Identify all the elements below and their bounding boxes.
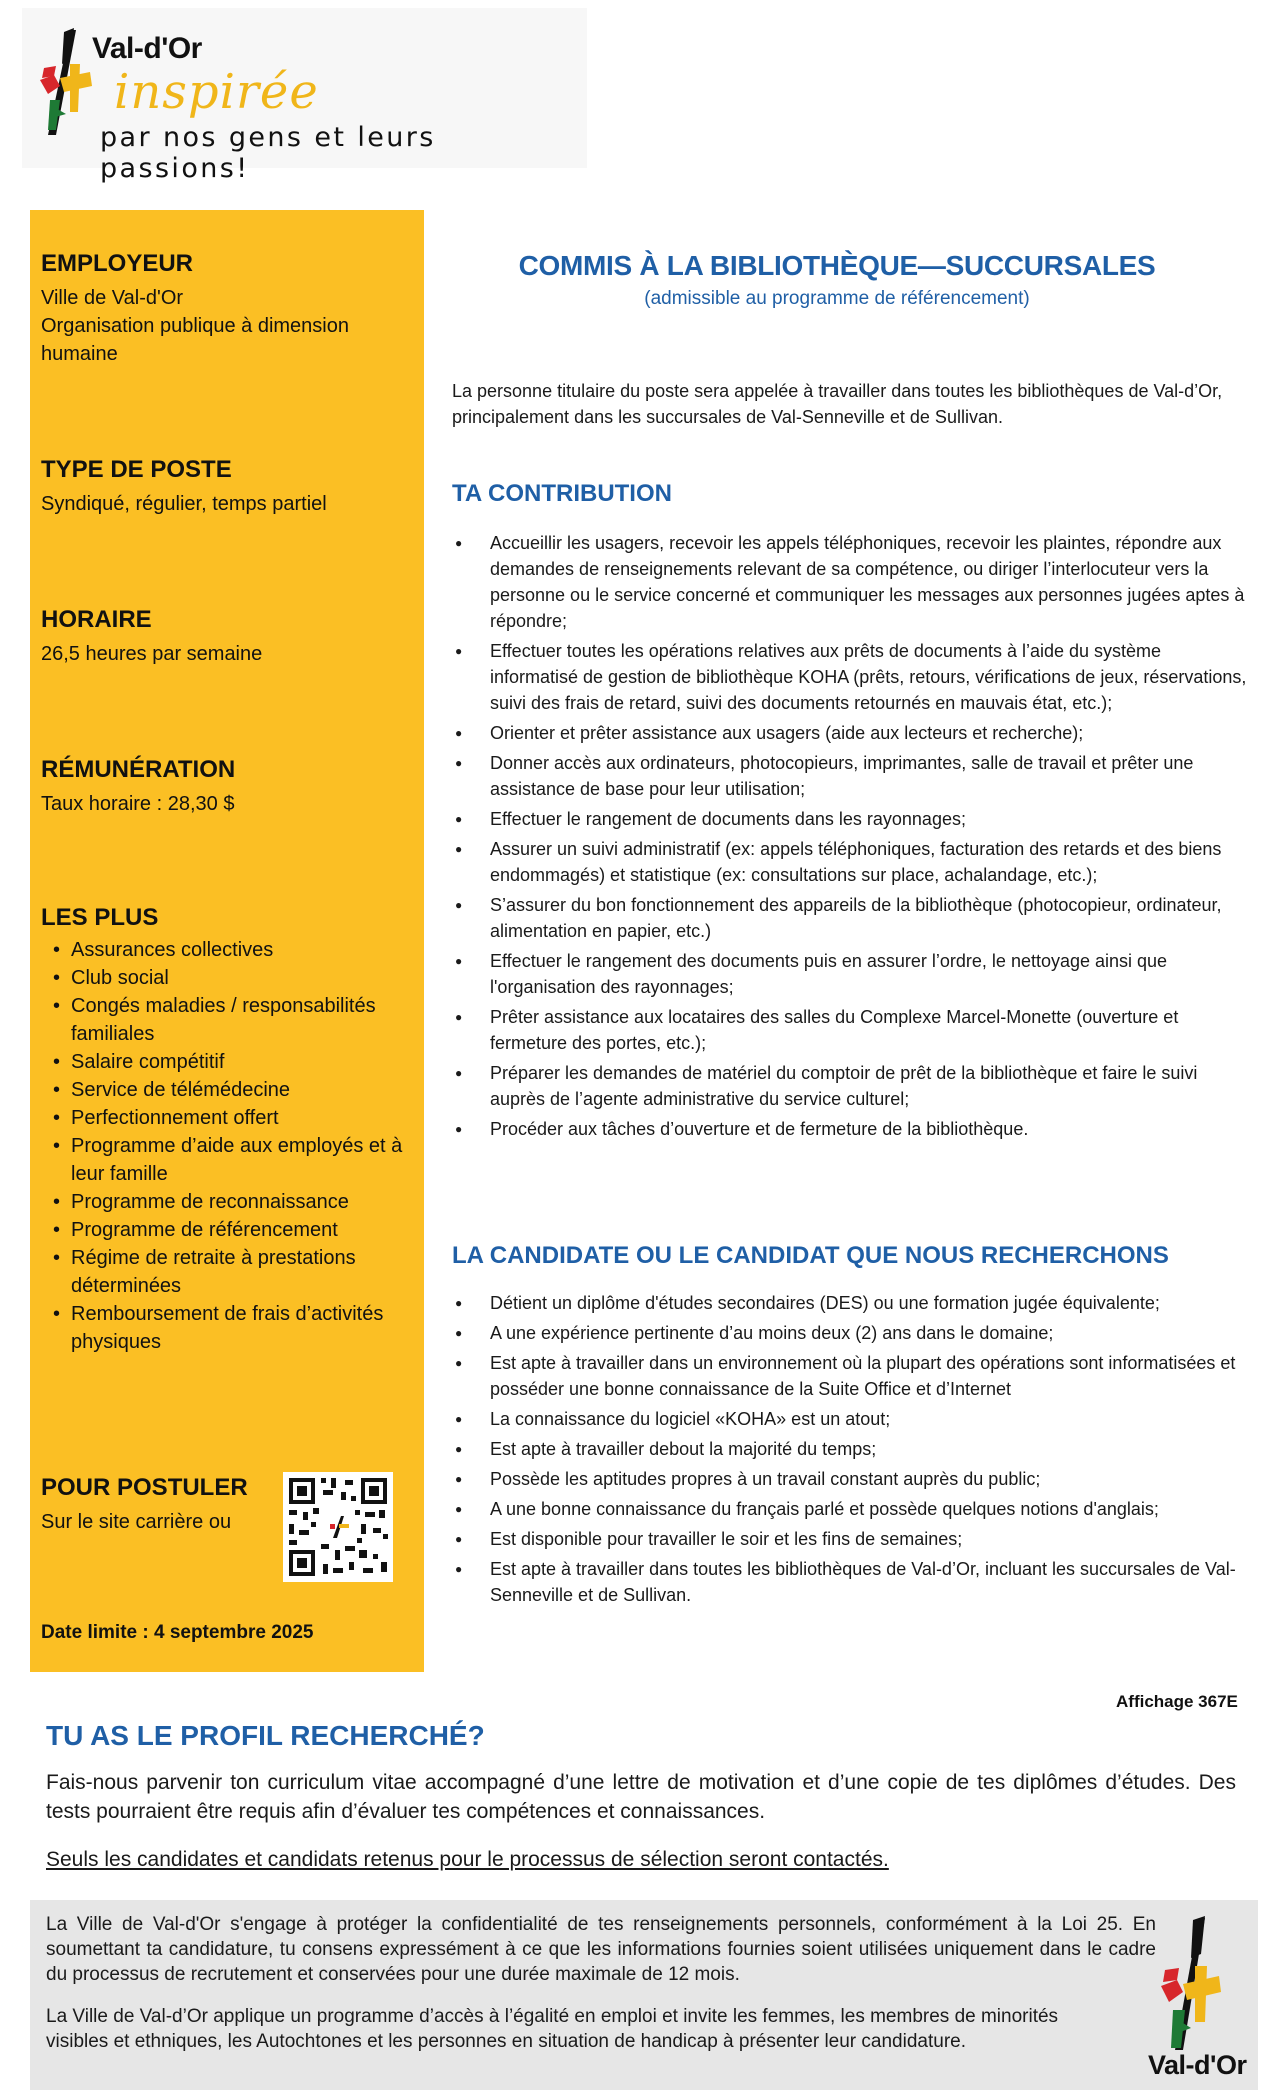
schedule-value: 26,5 heures par semaine bbox=[41, 643, 263, 665]
list-item: • Programme d’aide aux employés et à leur famille bbox=[41, 1132, 416, 1188]
qr-code-icon[interactable] bbox=[283, 1472, 393, 1582]
job-title: COMMIS À LA BIBLIOTHÈQUE—SUCCURSALES bbox=[518, 250, 1156, 281]
salary-value: Taux horaire : 28,30 $ bbox=[41, 793, 235, 815]
schedule-heading: HORAIRE bbox=[41, 606, 152, 633]
perks-heading: LES PLUS bbox=[41, 904, 159, 931]
legal-footer bbox=[30, 1900, 1258, 2090]
list-item: ● Détient un diplôme d'études secondaires (DES) ou une formation jugée équivalente; bbox=[452, 1290, 1247, 1316]
list-item: ● Prêter assistance aux locataires des salles du Complexe Marcel-Monette (ouverture et fermeture des portes, etc.); bbox=[452, 1004, 1247, 1056]
list-item: ● Donner accès aux ordinateurs, photocopieurs, imprimantes, salle de travail et prêter une assistance de base pour leur utilisation; bbox=[452, 750, 1247, 802]
apply-text: Sur le site carrière ou bbox=[41, 1511, 232, 1533]
list-item: • Congés maladies / responsabilités familiales bbox=[41, 992, 416, 1048]
profile-heading: TU AS LE PROFIL RECHERCHÉ? bbox=[46, 1720, 485, 1751]
list-item: • Assurances collectives bbox=[41, 936, 416, 964]
list-item: ● Possède les aptitudes propres à un travail constant auprès du public; bbox=[452, 1466, 1247, 1492]
list-item: ● Effectuer le rangement de documents dans les rayonnages; bbox=[452, 806, 1247, 832]
salary-heading: RÉMUNÉRATION bbox=[41, 756, 236, 783]
list-item: ● Orienter et prêter assistance aux usagers (aide aux lecteurs et recherche); bbox=[452, 720, 1247, 746]
list-item: • Perfectionnement offert bbox=[41, 1104, 416, 1132]
header-logo-banner bbox=[22, 8, 587, 184]
list-item: ● Est apte à travailler dans un environnement où la plupart des opérations sont informatisées et posséder une bonne connaissance de la Suite Office et d’Internet bbox=[452, 1350, 1247, 1402]
contribution-list bbox=[452, 530, 1247, 1146]
list-item: ● Procéder aux tâches d’ouverture et de fermeture de la bibliothèque. bbox=[452, 1116, 1247, 1142]
footer-logo-name: Val-d'Or bbox=[1148, 2050, 1247, 2080]
selection-notice: Seuls les candidates et candidats retenus pour le processus de sélection seront contactés. bbox=[46, 1848, 889, 1871]
job-intro: La personne titulaire du poste sera appelée à travailler dans toutes les bibliothèques de Val-d’Or, principalement dans les succursales de Val-Senneville et de Sullivan. bbox=[452, 381, 1223, 427]
candidate-list bbox=[452, 1290, 1247, 1612]
list-item: ● A une bonne connaissance du français parlé et possède quelques notions d'anglais; bbox=[452, 1496, 1247, 1522]
contribution-heading: TA CONTRIBUTION bbox=[452, 480, 672, 507]
apply-heading: POUR POSTULER bbox=[41, 1474, 248, 1501]
employer-heading: EMPLOYEUR bbox=[41, 250, 194, 277]
list-item: • Remboursement de frais d’activités physiques bbox=[41, 1300, 416, 1356]
job-summary-sidebar bbox=[30, 210, 424, 1672]
list-item: • Programme de reconnaissance bbox=[41, 1188, 416, 1216]
candidate-heading: LA CANDIDATE OU LE CANDIDAT QUE NOUS RECHERCHONS bbox=[452, 1242, 1169, 1269]
equity-statement: La Ville de Val-d’Or applique un programme d’accès à l’égalité en emploi et invite les femmes, les membres de minorités visibles et ethniques, les Autochtones et les personnes en situation de handicap à présenter leur candidature. bbox=[46, 2006, 1059, 2052]
perks-list bbox=[41, 936, 416, 1356]
employer-name: Ville de Val-d'Or bbox=[41, 287, 184, 309]
list-item: ● Effectuer toutes les opérations relatives aux prêts de documents à l’aide du système informatisé de gestion de bibliothèque KOHA (prêts, retours, vérifications de jeux, réservations, suivi des frais de retard, suivi des documents retournés en mauvais état, etc.); bbox=[452, 638, 1247, 716]
logo-tagline: par nos gens et leurs passions! bbox=[100, 122, 436, 184]
list-item: ● Assurer un suivi administratif (ex: appels téléphoniques, facturation des retards et des biens endommagés) et statistique (ex: consultations sur place, achalandage, etc.); bbox=[452, 836, 1247, 888]
logo-name: Val-d'Or bbox=[92, 32, 202, 65]
list-item: ● Accueillir les usagers, recevoir les appels téléphoniques, recevoir les plaintes, répondre aux demandes de renseignements relevant de sa compétence, ou diriger l’interlocuteur vers la personne ou le service concerné et communiquer les messages aux personnes jugées aptes à répondre; bbox=[452, 530, 1247, 634]
posting-number: Affichage 367E bbox=[1116, 1692, 1238, 1711]
position-type-heading: TYPE DE POSTE bbox=[41, 456, 232, 483]
list-item: ● Préparer les demandes de matériel du comptoir de prêt de la bibliothèque et faire le suivi auprès de l’agente administrative du service culturel; bbox=[452, 1060, 1247, 1112]
list-item: ● La connaissance du logiciel «KOHA» est un atout; bbox=[452, 1406, 1247, 1432]
list-item: • Programme de référencement bbox=[41, 1216, 416, 1244]
list-item: ● Est apte à travailler dans toutes les bibliothèques de Val-d’Or, incluant les succursales de Val-Senneville et de Sullivan. bbox=[452, 1556, 1247, 1608]
logo-slogan-word: inspirée bbox=[114, 64, 319, 120]
list-item: • Service de télémédecine bbox=[41, 1076, 416, 1104]
privacy-statement: La Ville de Val-d'Or s'engage à protéger la confidentialité de tes renseignements personnels, conformément à la Loi 25. En soumettant ta candidature, tu consens expressément à ce que les informations fournies soient utilisées uniquement dans le cadre du processus de recrutement et conservées pour une durée maximale de 12 mois. bbox=[46, 1914, 1156, 1985]
list-item: • Club social bbox=[41, 964, 416, 992]
profile-instructions: Fais-nous parvenir ton curriculum vitae accompagné d’une lettre de motivation et d’une copie de tes diplômes d’études. Des tests pourraient être requis afin d’évaluer tes compétences et connaissances. bbox=[46, 1771, 1236, 1823]
list-item: ● Effectuer le rangement des documents puis en assurer l’ordre, le nettoyage ainsi que l'organisation des rayonnages; bbox=[452, 948, 1247, 1000]
list-item: ● Est disponible pour travailler le soir et les fins de semaines; bbox=[452, 1526, 1247, 1552]
position-type-value: Syndiqué, régulier, temps partiel bbox=[41, 493, 327, 515]
list-item: ● S’assurer du bon fonctionnement des appareils de la bibliothèque (photocopieur, ordinateur, alimentation en papier, etc.) bbox=[452, 892, 1247, 944]
list-item: ● A une expérience pertinente d’au moins deux (2) ans dans le domaine; bbox=[452, 1320, 1247, 1346]
list-item: • Régime de retraite à prestations déterminées bbox=[41, 1244, 416, 1300]
employer-description: Organisation publique à dimension humaine bbox=[41, 315, 349, 365]
list-item: • Salaire compétitif bbox=[41, 1048, 416, 1076]
job-subtitle: (admissible au programme de référencement) bbox=[644, 288, 1030, 309]
application-deadline: Date limite : 4 septembre 2025 bbox=[41, 1622, 314, 1643]
list-item: ● Est apte à travailler debout la majorité du temps; bbox=[452, 1436, 1247, 1462]
